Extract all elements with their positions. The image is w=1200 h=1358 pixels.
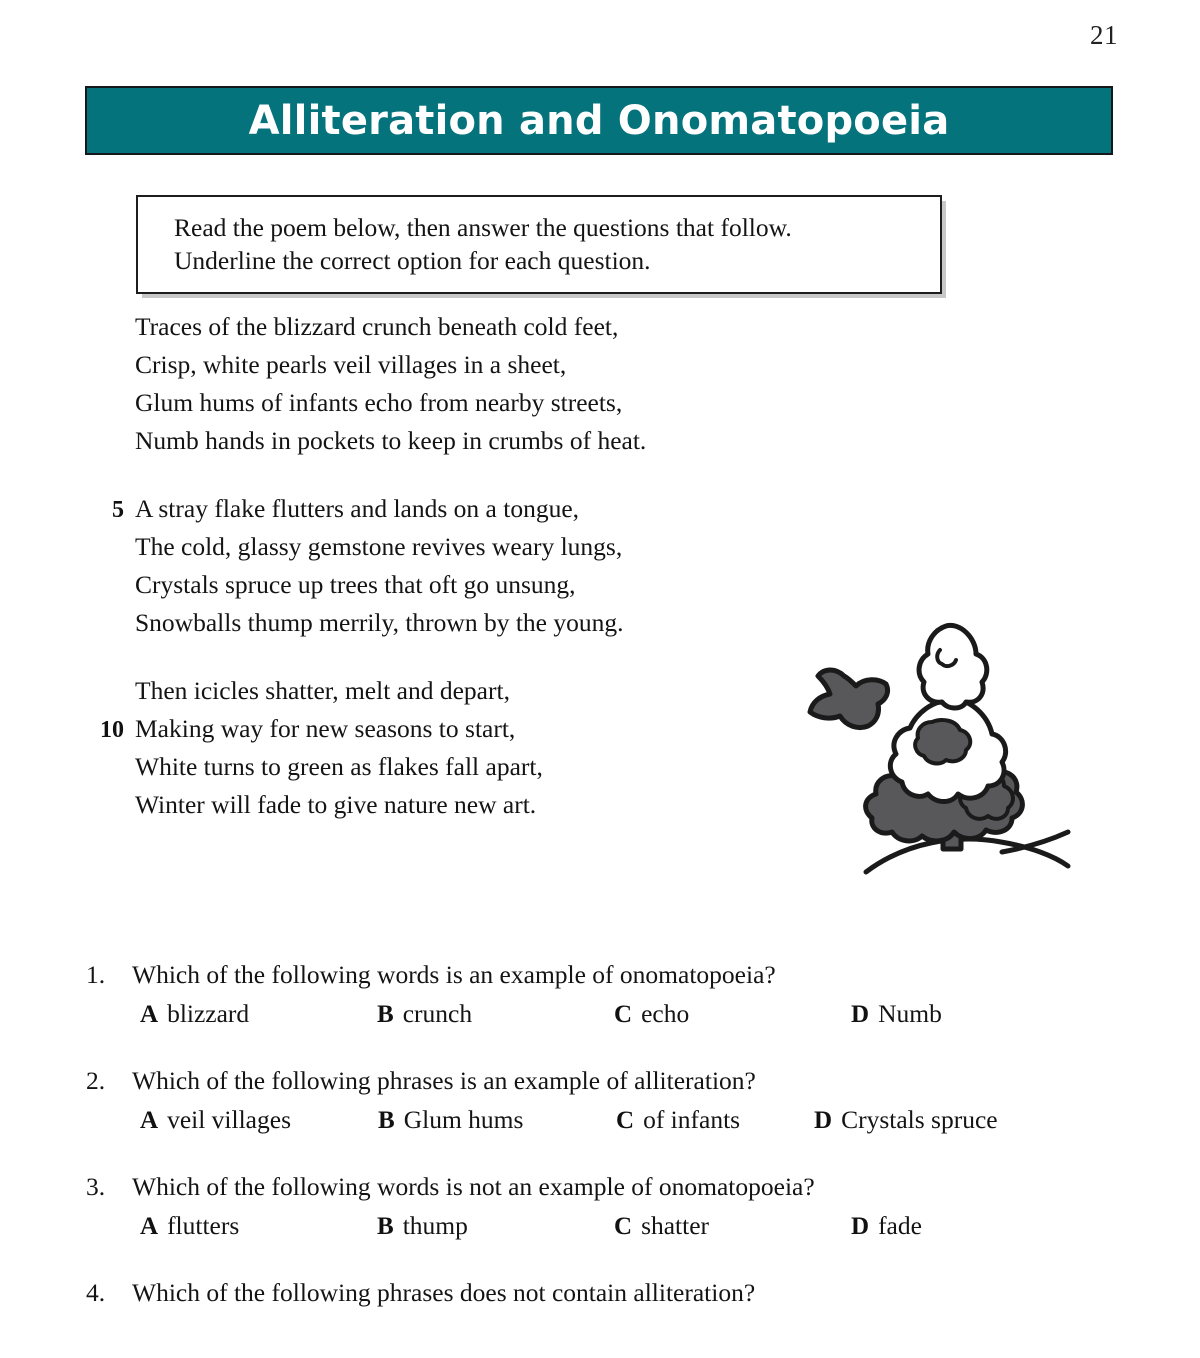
option-letter: D	[851, 1001, 870, 1028]
option-letter: B	[377, 1001, 394, 1028]
option-letter: D	[851, 1213, 870, 1240]
option-letter: B	[378, 1107, 395, 1134]
poem-body	[78, 312, 838, 828]
option-d[interactable]	[851, 1211, 1088, 1241]
option-label: Numb	[878, 999, 942, 1028]
option-label: echo	[641, 999, 690, 1028]
option-label: thump	[402, 1211, 468, 1240]
option-label: crunch	[402, 999, 473, 1028]
poem-line	[78, 532, 838, 570]
question-text: Which of the following words is not an example of onomatopoeia?	[132, 1172, 815, 1201]
poem-line	[78, 676, 838, 714]
poem-line	[78, 388, 838, 426]
poem-line-text: A stray flake flutters and lands on a tongue,	[135, 494, 580, 523]
option-a[interactable]	[140, 1105, 378, 1135]
poem-line-text: White turns to green as flakes fall apart,	[135, 752, 543, 781]
option-letter: C	[614, 1001, 633, 1028]
question-number: 2.	[86, 1066, 106, 1095]
option-letter: D	[814, 1107, 833, 1134]
option-c[interactable]	[616, 1105, 814, 1135]
poem-line	[78, 608, 838, 646]
question-text: Which of the following words is an example of onomatopoeia?	[132, 960, 776, 989]
option-b[interactable]	[377, 999, 614, 1029]
option-label: blizzard	[167, 999, 250, 1028]
poem-line-text: Snowballs thump merrily, thrown by the young.	[135, 608, 624, 637]
question-text: Which of the following phrases does not contain alliteration?	[132, 1278, 756, 1307]
poem-line-text: The cold, glassy gemstone revives weary lungs,	[135, 532, 623, 561]
options-row	[78, 999, 1088, 1029]
option-letter: C	[616, 1107, 635, 1134]
option-d[interactable]	[814, 1105, 1054, 1135]
poem-line	[78, 790, 838, 828]
poem-line-text: Then icicles shatter, melt and depart,	[135, 676, 510, 705]
poem-line	[78, 350, 838, 388]
poem-line	[78, 312, 838, 350]
option-c[interactable]	[614, 999, 851, 1029]
question-block-1	[78, 960, 1088, 1029]
poem-line-number: 10	[100, 717, 124, 743]
poem-line	[78, 714, 838, 752]
option-letter: A	[140, 1001, 159, 1028]
option-label: veil villages	[167, 1105, 291, 1134]
poem-line	[78, 570, 838, 608]
question-number: 4.	[86, 1278, 106, 1307]
option-b[interactable]	[377, 1211, 614, 1241]
poem-line-number: 5	[112, 497, 124, 523]
question-block-2	[78, 1066, 1088, 1135]
poem-line-text: Crystals spruce up trees that oft go unsung,	[135, 570, 576, 599]
option-c[interactable]	[614, 1211, 851, 1241]
tree-top-snow-cap	[919, 625, 987, 708]
poem-line-text: Numb hands in pockets to keep in crumbs of heat.	[135, 426, 647, 455]
question-prompt-row	[78, 1172, 1088, 1202]
option-a[interactable]	[140, 999, 377, 1029]
question-block-4	[78, 1278, 1088, 1308]
option-label: Glum hums	[403, 1105, 524, 1134]
poem-stanza	[78, 494, 838, 646]
option-letter: A	[140, 1213, 159, 1240]
poem-line	[78, 752, 838, 790]
option-label: Crystals spruce	[841, 1105, 998, 1134]
poem-line-text: Making way for new seasons to start,	[135, 714, 516, 743]
questions-list	[78, 960, 1088, 1345]
winter-tree-illustration	[806, 604, 1082, 888]
poem-stanza	[78, 312, 838, 464]
option-a[interactable]	[140, 1211, 377, 1241]
worksheet-title-banner	[85, 86, 1113, 155]
poem-stanza	[78, 676, 838, 828]
question-number: 3.	[86, 1172, 106, 1201]
option-d[interactable]	[851, 999, 1088, 1029]
option-letter: B	[377, 1213, 394, 1240]
page-number: 21	[1090, 20, 1118, 50]
option-b[interactable]	[378, 1105, 616, 1135]
instruction-line-1: Read the poem below, then answer the questions that follow.	[174, 213, 792, 242]
option-letter: C	[614, 1213, 633, 1240]
option-label: shatter	[641, 1211, 710, 1240]
question-text: Which of the following phrases is an example of alliteration?	[132, 1066, 756, 1095]
options-row	[78, 1211, 1088, 1241]
poem-line-text: Crisp, white pearls veil villages in a sheet,	[135, 350, 567, 379]
instruction-line-2: Underline the correct option for each question.	[174, 246, 651, 275]
page-title: Alliteration and Onomatopoeia	[248, 97, 950, 144]
option-label: fade	[878, 1211, 922, 1240]
poem-line-text: Winter will fade to give nature new art.	[135, 790, 537, 819]
poem-line-text: Glum hums of infants echo from nearby streets,	[135, 388, 623, 417]
option-label: flutters	[167, 1211, 240, 1240]
option-label: of infants	[643, 1105, 741, 1134]
question-prompt-row	[78, 1278, 1088, 1308]
question-number: 1.	[86, 960, 106, 989]
instruction-box	[136, 195, 942, 294]
question-block-3	[78, 1172, 1088, 1241]
poem-line-text: Traces of the blizzard crunch beneath cold feet,	[135, 312, 619, 341]
option-letter: A	[140, 1107, 159, 1134]
poem-line	[78, 494, 838, 532]
poem-line	[78, 426, 838, 464]
options-row	[78, 1105, 1088, 1135]
question-prompt-row	[78, 1066, 1088, 1096]
question-prompt-row	[78, 960, 1088, 990]
flying-bird-icon	[810, 670, 888, 728]
